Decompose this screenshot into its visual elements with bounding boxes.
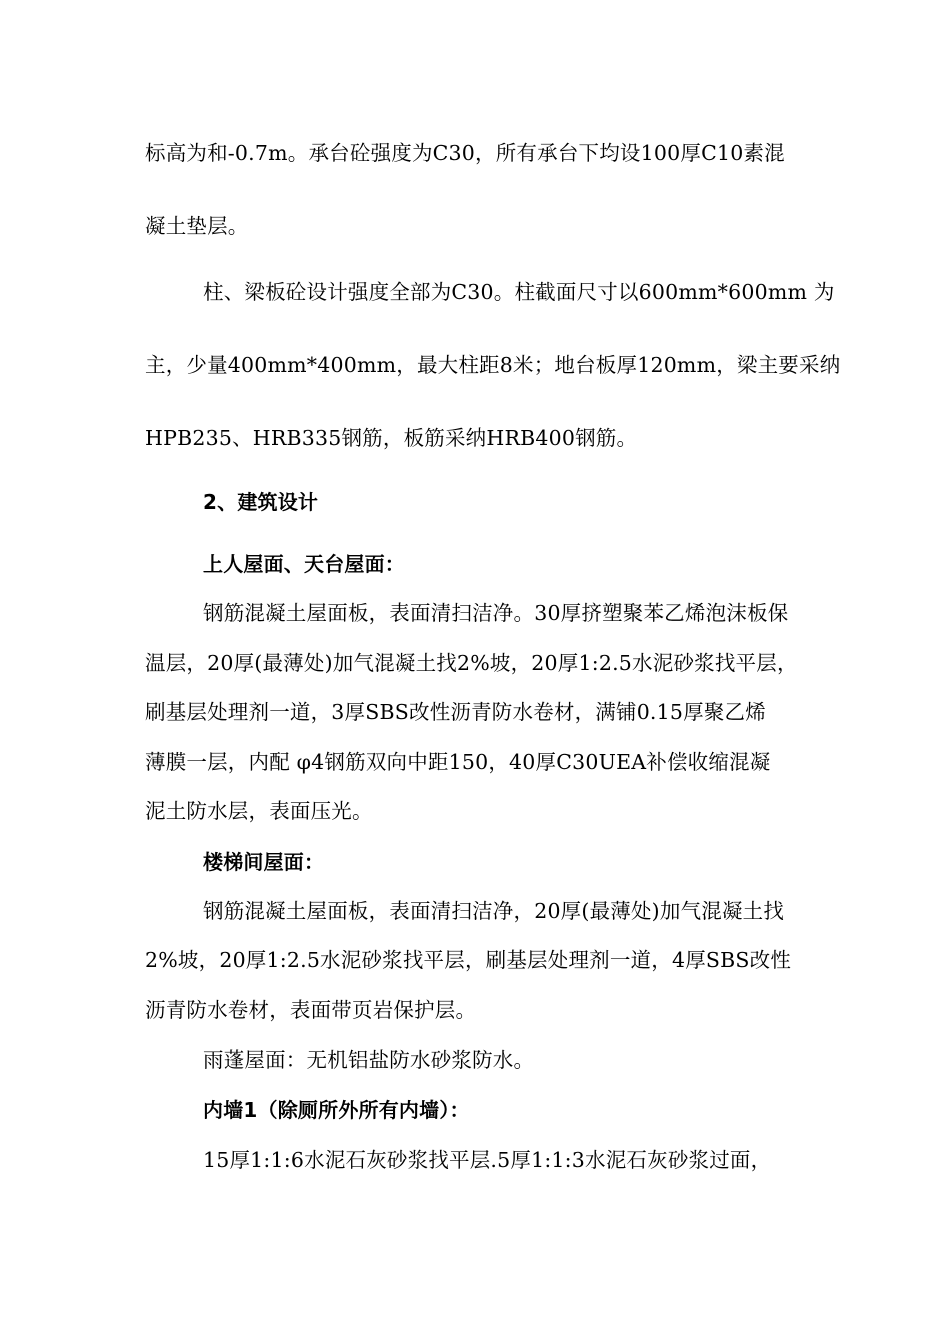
body-line: 15厚1:1:6水泥石灰砂浆找平层.5厚1:1:3水泥石灰砂浆过面， <box>203 1148 772 1172</box>
body-line: 刷基层处理剂一道，3厚SBS改性沥青防水卷材，满铺0.15厚聚乙烯 <box>145 700 766 724</box>
section-heading: 2、建筑设计 <box>203 490 319 514</box>
body-line: 钢筋混凝土屋面板，表面清扫洁净，20厚(最薄处)加气混凝土找 <box>203 899 785 923</box>
body-line: 标高为和-0.7m。承台砼强度为C30，所有承台下均设100厚C10素混 <box>145 141 785 165</box>
subsection-heading-roof: 上人屋面、天台屋面： <box>203 552 405 576</box>
body-line: 主，少量400mm*400mm，最大柱距8米；地台板厚120mm，梁主要采纳 <box>145 353 841 377</box>
body-line: 2%坡，20厚1:2.5水泥砂浆找平层，刷基层处理剂一道，4厚SBS改性 <box>145 948 792 972</box>
body-line-canopy: 雨蓬屋面：无机铝盐防水砂浆防水。 <box>203 1048 535 1072</box>
subsection-heading-stair: 楼梯间屋面： <box>203 850 325 874</box>
body-line: 钢筋混凝土屋面板，表面清扫洁净。30厚挤塑聚苯乙烯泡沫板保 <box>203 601 789 625</box>
body-line: 泥土防水层，表面压光。 <box>145 799 373 823</box>
body-line: 沥青防水卷材，表面带页岩保护层。 <box>145 998 477 1022</box>
subsection-heading-inner-wall: 内墙1（除厕所外所有内墙）： <box>203 1098 470 1122</box>
body-line: 凝土垫层。 <box>145 214 249 238</box>
body-line: HPB235、HRB335钢筋，板筋采纳HRB400钢筋。 <box>145 426 638 450</box>
body-line: 薄膜一层，内配 φ4钢筋双向中距150，40厚C30UEA补偿收缩混凝 <box>145 750 771 774</box>
body-line: 温层，20厚(最薄处)加气混凝土找2%坡，20厚1:2.5水泥砂浆找平层， <box>145 651 798 675</box>
body-line: 柱、梁板砼设计强度全部为C30。柱截面尺寸以600mm*600mm 为 <box>203 280 835 304</box>
